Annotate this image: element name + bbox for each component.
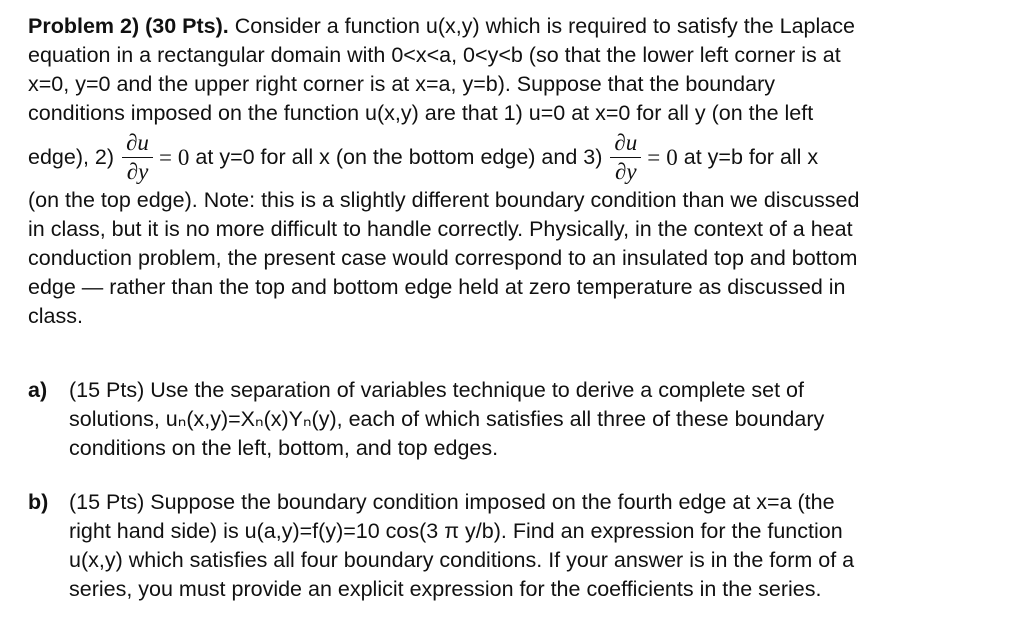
- part-b-line-2: right hand side) is u(a,y)=f(y)=10 cos(3 π y/b). Find an expression for the function: [69, 519, 843, 543]
- problem-line-8: conduction problem, the present case would correspond to an insulated top and bottom: [28, 246, 858, 270]
- fraction-1-denominator: ∂y: [126, 159, 149, 184]
- problem-line-9: edge — rather than the top and bottom edge held at zero temperature as discussed in: [28, 275, 846, 299]
- equals-sign-1: =: [158, 144, 172, 170]
- part-a-line-3: conditions on the left, bottom, and top edges.: [69, 436, 499, 460]
- fraction-2-numerator: ∂u: [610, 130, 641, 158]
- problem-line-6: (on the top edge). Note: this is a slightly different boundary condition than we discussed: [28, 188, 860, 212]
- part-b-text: [69, 488, 854, 604]
- eq-line-middle-text: at y=0 for all x (on the bottom edge) and 3): [195, 144, 603, 169]
- part-b-label: b): [28, 490, 49, 514]
- eq-line-suffix: at y=b for all x: [683, 144, 819, 169]
- part-a-line-1: (15 Pts) Use the separation of variables technique to derive a complete set of: [69, 378, 804, 402]
- zero-value-2: 0: [666, 144, 678, 170]
- part-a-text: [69, 376, 824, 463]
- fraction-1-numerator: ∂u: [122, 130, 153, 158]
- problem-line-2: equation in a rectangular domain with 0<x<a, 0<y<b (so that the lower left corner is at: [28, 43, 841, 67]
- part-b-line-1: (15 Pts) Suppose the boundary condition imposed on the fourth edge at x=a (the: [69, 490, 835, 514]
- partial-derivative-fraction-1: [122, 130, 153, 184]
- part-a-line-2: solutions, uₙ(x,y)=Xₙ(x)Yₙ(y), each of which satisfies all three of these boundary: [69, 407, 825, 431]
- part-b-line-3: u(x,y) which satisfies all four boundary conditions. If your answer is in the form of a: [69, 548, 855, 572]
- problem-line-7: in class, but it is no more difficult to handle correctly. Physically, in the context of a heat: [28, 217, 853, 241]
- problem-line-1-text: Consider a function u(x,y) which is required to satisfy the Laplace: [228, 14, 855, 38]
- problem-line-1: [28, 12, 1024, 41]
- part-b-line-4: series, you must provide an explicit expression for the coefficients in the series.: [69, 577, 822, 601]
- zero-value-1: 0: [177, 144, 190, 170]
- part-a-label: a): [28, 378, 48, 402]
- eq-line-prefix: edge), 2): [28, 144, 115, 169]
- problem-line-10: class.: [28, 304, 83, 328]
- problem-line-4: conditions imposed on the function u(x,y) are that 1) u=0 at x=0 for all y (on the left: [28, 101, 814, 125]
- equals-sign-2: =: [647, 144, 661, 170]
- problem-line-3: x=0, y=0 and the upper right corner is at x=a, y=b). Suppose that the boundary: [28, 72, 776, 96]
- boundary-condition-equation-line: [28, 128, 1024, 186]
- partial-derivative-fraction-2: [610, 130, 641, 184]
- fraction-2-denominator: ∂y: [615, 159, 637, 184]
- problem-statement: [28, 12, 1024, 331]
- problem-heading: Problem 2) (30 Pts).: [28, 14, 229, 38]
